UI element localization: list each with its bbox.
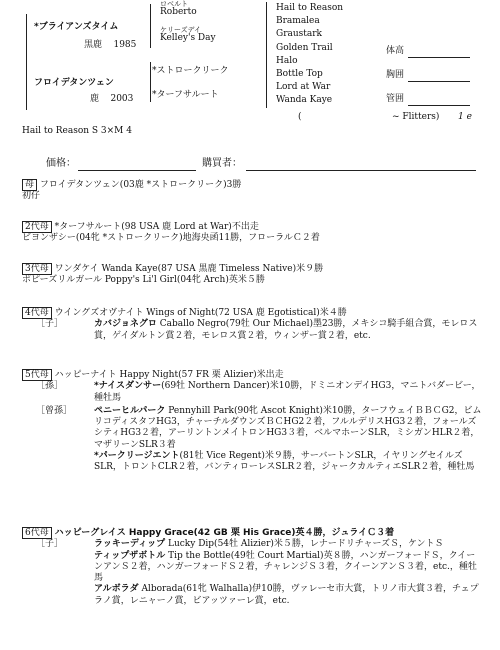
gen4-list: Hail to Reason Bramalea Graustark Golden Trail Halo Bottle Top Lord at War Wanda Kaye (276, 3, 344, 106)
pedigree-bracket (150, 62, 151, 102)
section-label: 6代母 (22, 527, 52, 539)
section-2nd-dam: 2代母 *ターフサルート(98 USA 鹿 Lord at War)不出走 ビヨンザシー(04牝 *ストロークリーク)地海央函11勝，フローラルＣ２着 (22, 222, 320, 244)
buyer-label: 購買者： (202, 158, 242, 169)
chest-label: 胸囲 (386, 70, 405, 80)
height-label: 体高 (386, 46, 405, 56)
pedigree-flitters: ~ Flitters) (392, 112, 440, 122)
list-item: *パークリージエント(81牡 Vice Regent)米９勝，サーバートンSLR，イヤリングセイルズSLR，トロントCLR２着，バンティローレスSLR２着，ジャークカルティエSLR２着，種牡馬 (94, 450, 475, 472)
cannon-line (408, 105, 470, 106)
dam-sire: *ストロークリーク (152, 66, 229, 76)
section-label: 3代母 (22, 263, 52, 275)
list-item: ［孫］ *ナイスダンサー(69牡 Northern Dancer)米10勝，ドミニオンデイHG3，マニトバダービー，種牡馬 (36, 381, 481, 403)
dam-dam: *ターフサルート (152, 90, 219, 100)
dam-info: 鹿 2003 (90, 94, 134, 104)
list-item: ティップザボトル Tip the Bottle(49牡 Court Martial)英８勝，ハンガーフォードＳ，クイーンアンＳ２着，ハンガーフォードＳ２着，チャレンジＳ３着，クイーンアンＳ３着，etc.，種牡馬 (94, 550, 477, 583)
inbreeding: Hail to Reason S 3×M 4 (22, 126, 132, 136)
pedigree-bracket (26, 14, 27, 110)
section-label: 2代母 (22, 221, 52, 233)
buyer-line[interactable] (246, 170, 476, 171)
pedigree-bracket (150, 4, 151, 48)
list-item: ［曾孫］ ペニーヒルパーク Pennyhill Park(90牝 Ascot Knight)米10勝，ターフウェイＢＢＣG2，ビムリコディスタフHG3，チャーチルダウンズＢＣHG2２着，フルルデリスHG3２着，フォールズシティHG3２着，アーリントンメイトロンHG3３着，ベルマホーンSLR，ミシガンHLR２着，マザリーンSLR３着 (36, 405, 482, 450)
price-line[interactable] (78, 170, 196, 171)
section-label: 母 (22, 179, 37, 191)
dam-name: フロイデタンツェン (34, 78, 114, 88)
section-label: 4代母 (22, 307, 52, 319)
section-6th-dam: 6代母 ハッピーグレイス Happy Grace(42 GB 栗 His Grace)英４勝，ジュライＣ３着 ［子］ ラッキーディップ Lucky Dip(54牡 Alizier)米５勝，レナードリチャーズＳ，ケントＳ ティップザボトル Tip the Bottle(49牡 Court Martial)英８勝，ハンガーフォードＳ，クイーンアンＳ２着，ハンガーフォードＳ２着，チャレンジＳ３着，クイーンアンＳ３着，etc.，種牡馬 アルボラダ Alborada(61牝 Walhalla)伊10勝，ヴァレーセ市大賞，トリノ市大賞３着，チェプラノ賞，レニャーノ賞，ビアッツァーレ賞，etc. (22, 528, 484, 607)
price-label: 価格： (46, 158, 76, 169)
section-dam: 母 フロイデタンツェン(03鹿 *ストロークリーク)3勝 初仔 (22, 180, 242, 202)
sire-sire: ロベルト Roberto (160, 0, 197, 17)
pedigree-paren: ( (298, 112, 302, 122)
section-3rd-dam: 3代母 ワンダケイ Wanda Kaye(87 USA 黒鹿 Timeless Native)米９勝 ポピーズリルガール Poppy's Li'l Girl(04牝 Arch)英米５勝 (22, 264, 324, 286)
list-item: ［子］ ラッキーディップ Lucky Dip(54牡 Alizier)米５勝，レナードリチャーズＳ，ケントＳ (36, 539, 444, 550)
sire-name: *ブライアンズタイム (34, 22, 119, 32)
chest-line (408, 81, 470, 82)
family-number: 1 e (458, 112, 472, 122)
list-item: アルボラダ Alborada(61牝 Walhalla)伊10勝，ヴァレーセ市大賞，トリノ市大賞３着，チェプラノ賞，レニャーノ賞，ビアッツァーレ賞，etc. (94, 584, 479, 606)
section-label: 5代母 (22, 369, 52, 381)
cannon-label: 管囲 (386, 94, 405, 104)
sire-info: 黒鹿 1985 (84, 40, 137, 50)
pedigree-bracket (266, 2, 267, 108)
section-5th-dam: 5代母 ハッピーナイト Happy Night(57 FR 栗 Alizier)米出走 ［孫］ *ナイスダンサー(69牡 Northern Dancer)米10勝，ドミニオンデイHG3，マニトバダービー，種牡馬 ［曾孫］ ペニーヒルパーク Pennyhill Park(90牝 Ascot Knight)米10勝，ターフウェイＢＢＣG2，ビムリコディスタフHG3，チャーチルダウンズＢＣHG2２着，フルルデリスHG3２着，フォールズシティHG3２着，アーリントンメイトロンHG3３着，ベルマホーンSLR，ミシガンHLR２着，マザリーンSLR３着 *パークリージエント(81牡 Vice Regent)米９勝，サーバートンSLR，イヤリングセイルズSLR，トロントCLR２着，バンティローレスSLR２着，ジャークカルティエSLR２着，種牡馬 (22, 370, 484, 473)
section-4th-dam: 4代母 ウイングズオヴナイト Wings of Night(72 USA 鹿 Egotistical)米４勝 ［子］ カバジョネグロ Caballo Negro(79牡 Our Michael)墨23勝，メキシコ騎手組合賞，モレロス賞，ゲイダルトン賞２着，モレロス賞２着，ウィンザー賞２着，etc. (22, 308, 484, 342)
height-line (408, 57, 470, 58)
list-item: ［子］ カバジョネグロ Caballo Negro(79牡 Our Michael)墨23勝，メキシコ騎手組合賞，モレロス賞，ゲイダルトン賞２着，モレロス賞２着，ウィンザー賞２着，etc. (36, 319, 478, 341)
sire-dam: ケリーズデイ Kelley's Day (160, 26, 216, 43)
